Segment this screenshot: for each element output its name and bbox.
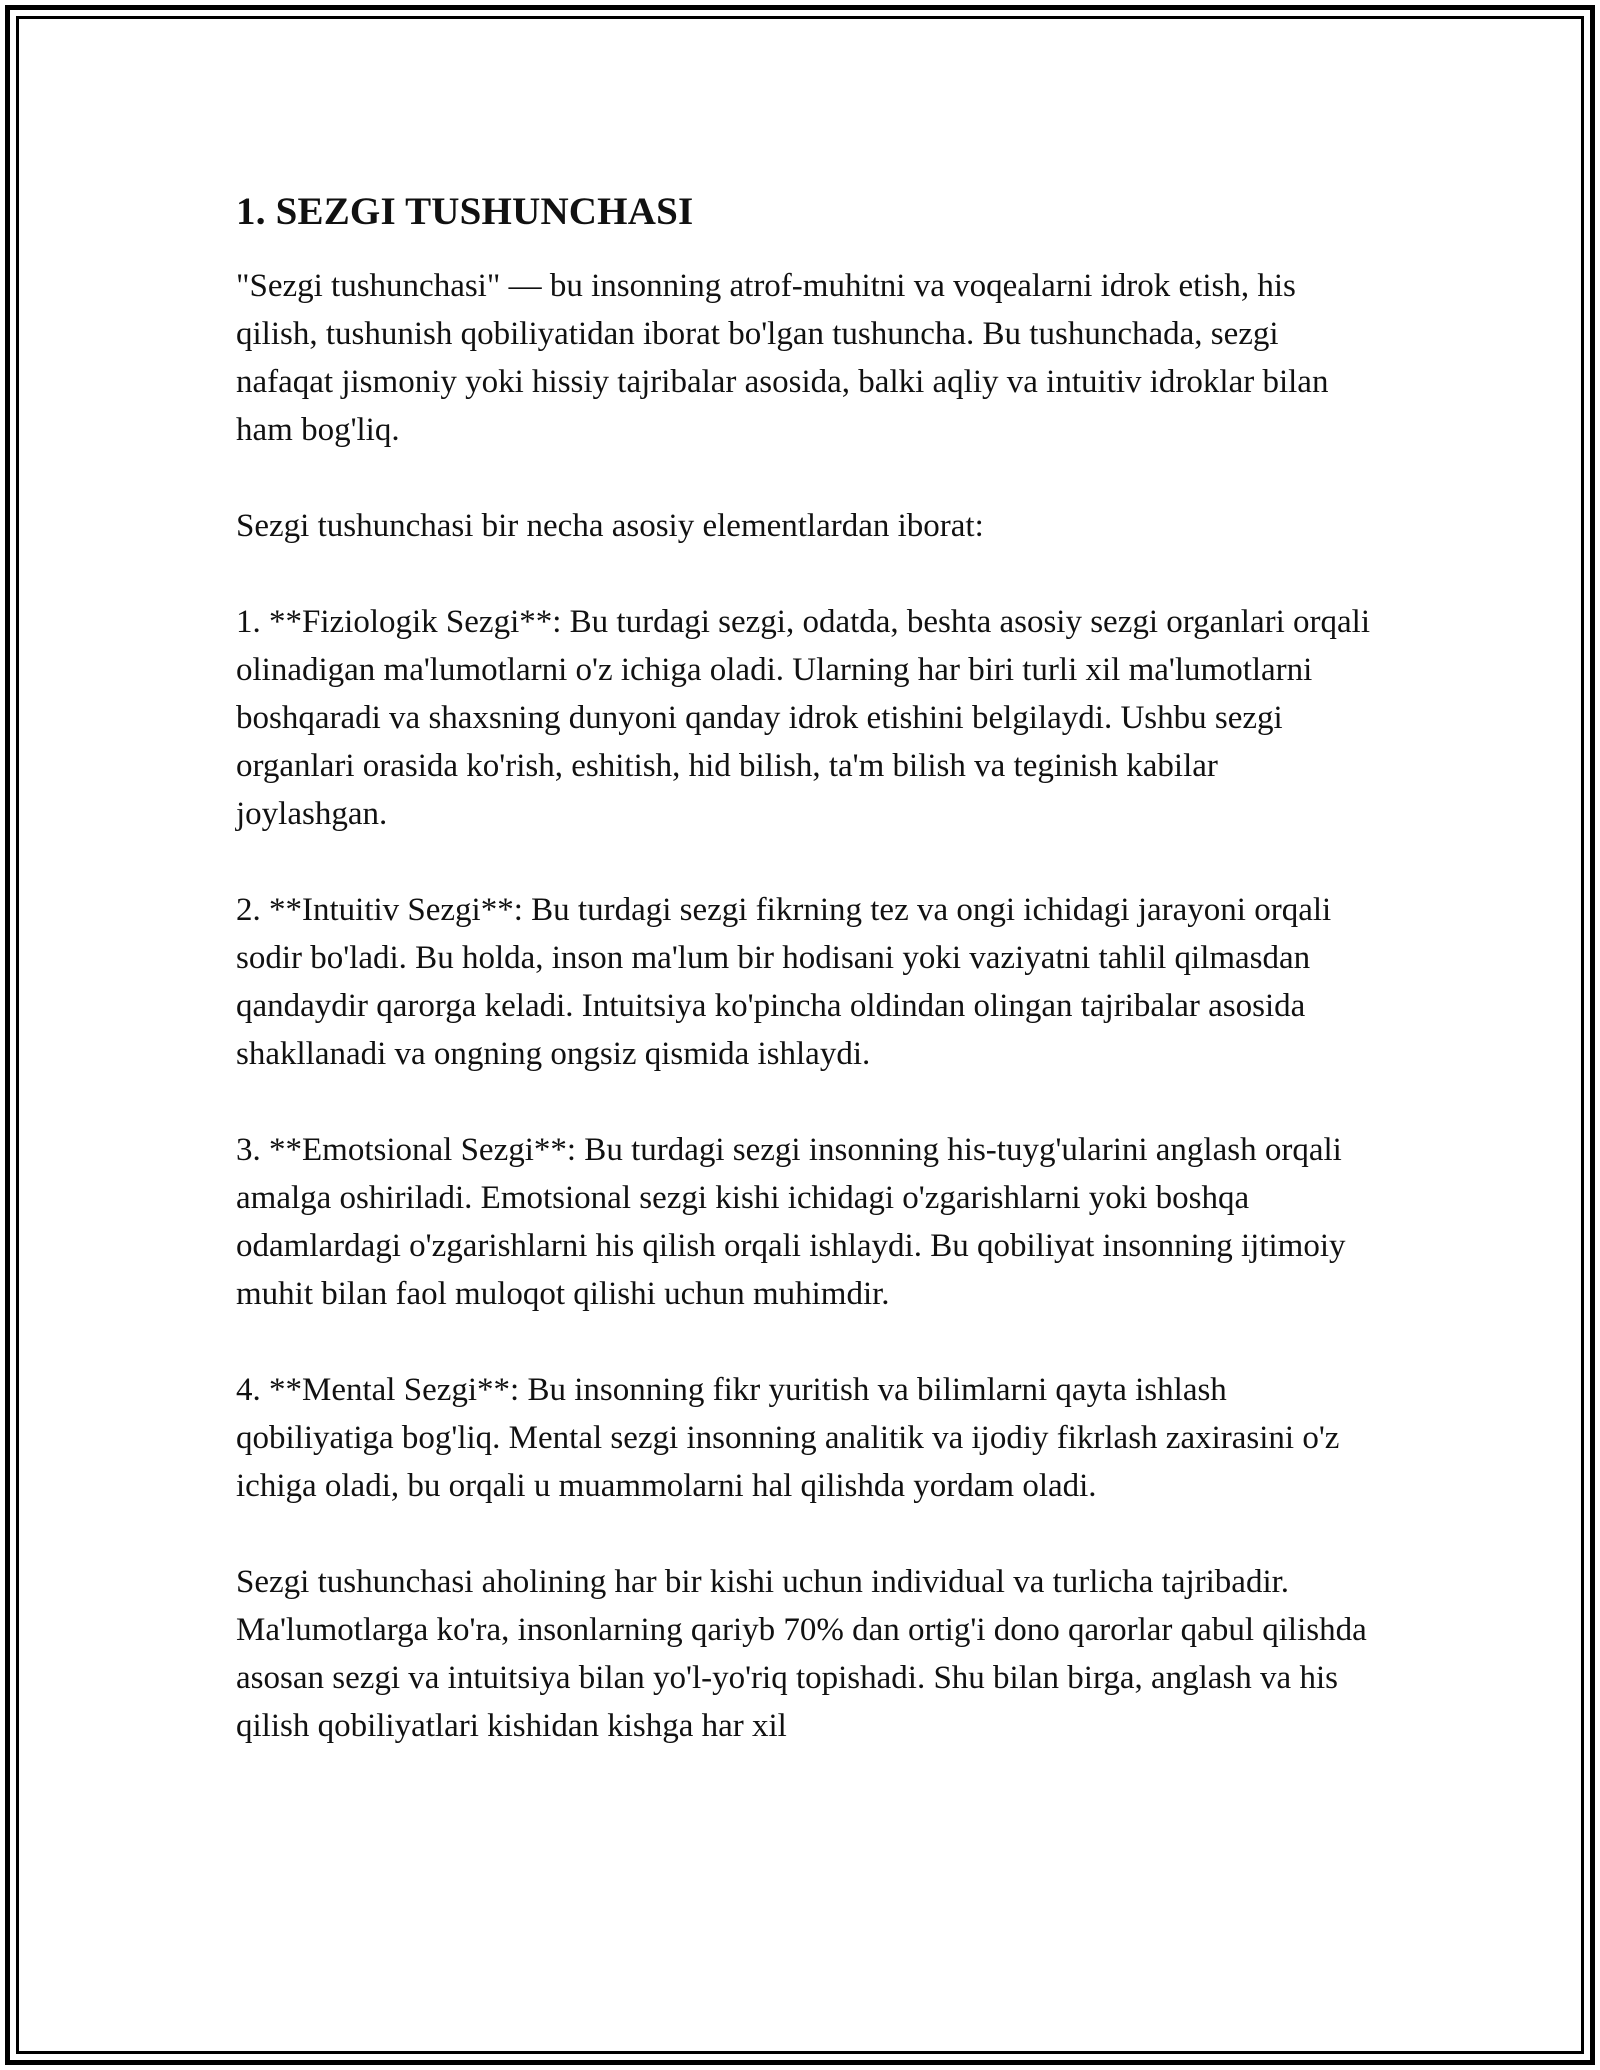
paragraph-definition: "Sezgi tushunchasi" — bu insonning atrof-muhitni va voqealarni idrok etish, his qilish, tushunish qobiliyatidan iborat bo'lgan tushuncha. Bu tushunchada, sezgi nafaqat jismoniy yoki hissiy tajribalar asosida, balki aqliy va intuitiv idroklar bilan ham bog'liq. <box>236 268 1329 448</box>
paragraph-conclusion: Sezgi tushunchasi aholining har bir kishi uchun individual va turlicha tajribadir. Ma'lumotlarga ko'ra, insonlarning qariyb 70% dan ortig'i dono qarorlar qabul qilishda asosan sezgi va intuitsiya bilan yo'l-yo'riq topishadi. Shu bilan birga, anglash va his qilish qobiliyatlari kishidan kishga har xil <box>236 1564 1367 1744</box>
paragraph-physiological: 1. **Fiziologik Sezgi**: Bu turdagi sezgi, odatda, beshta asosiy sezgi organlari orqali olinadigan ma'lumotlarni o'z ichiga oladi. Ularning har biri turli xil ma'lumotlarni boshqaradi va shaxsning dunyoni qanday idrok etishini belgilaydi. Ushbu sezgi organlari orasida ko'rish, eshitish, hid bilish, ta'm bilish va teginish kabilar joylashgan. <box>236 604 1371 832</box>
paragraph-mental: 4. **Mental Sezgi**: Bu insonning fikr yuritish va bilimlarni qayta ishlash qobiliyatiga bog'liq. Mental sezgi insonning analitik va ijodiy fikrlash zaxirasini o'z ichiga oladi, bu orqali u muammolarni hal qilishda yordam oladi. <box>236 1372 1340 1504</box>
section-heading: 1. SEZGI TUSHUNCHASI <box>236 190 694 233</box>
document-body <box>236 188 1374 1798</box>
paragraph-intuitive: 2. **Intuitiv Sezgi**: Bu turdagi sezgi fikrning tez va ongi ichidagi jarayoni orqali sodir bo'ladi. Bu holda, inson ma'lum bir hodisani yoki vaziyatni tahlil qilmasdan qandaydir qarorga keladi. Intuitsiya ko'pincha oldindan olingan tajribalar asosida shakllanadi va ongning ongsiz qismida ishlaydi. <box>236 892 1332 1072</box>
paragraph-emotional: 3. **Emotsional Sezgi**: Bu turdagi sezgi insonning his-tuyg'ularini anglash orqali amalga oshiriladi. Emotsional sezgi kishi ichidagi o'zgarishlarni yoki boshqa odamlardagi o'zgarishlarni his qilish orqali ishlaydi. Bu qobiliyat insonning ijtimoiy muhit bilan faol muloqot qilishi uchun muhimdir. <box>236 1132 1346 1312</box>
paragraph-elements-intro: Sezgi tushunchasi bir necha asosiy elementlardan iborat: <box>236 508 984 544</box>
